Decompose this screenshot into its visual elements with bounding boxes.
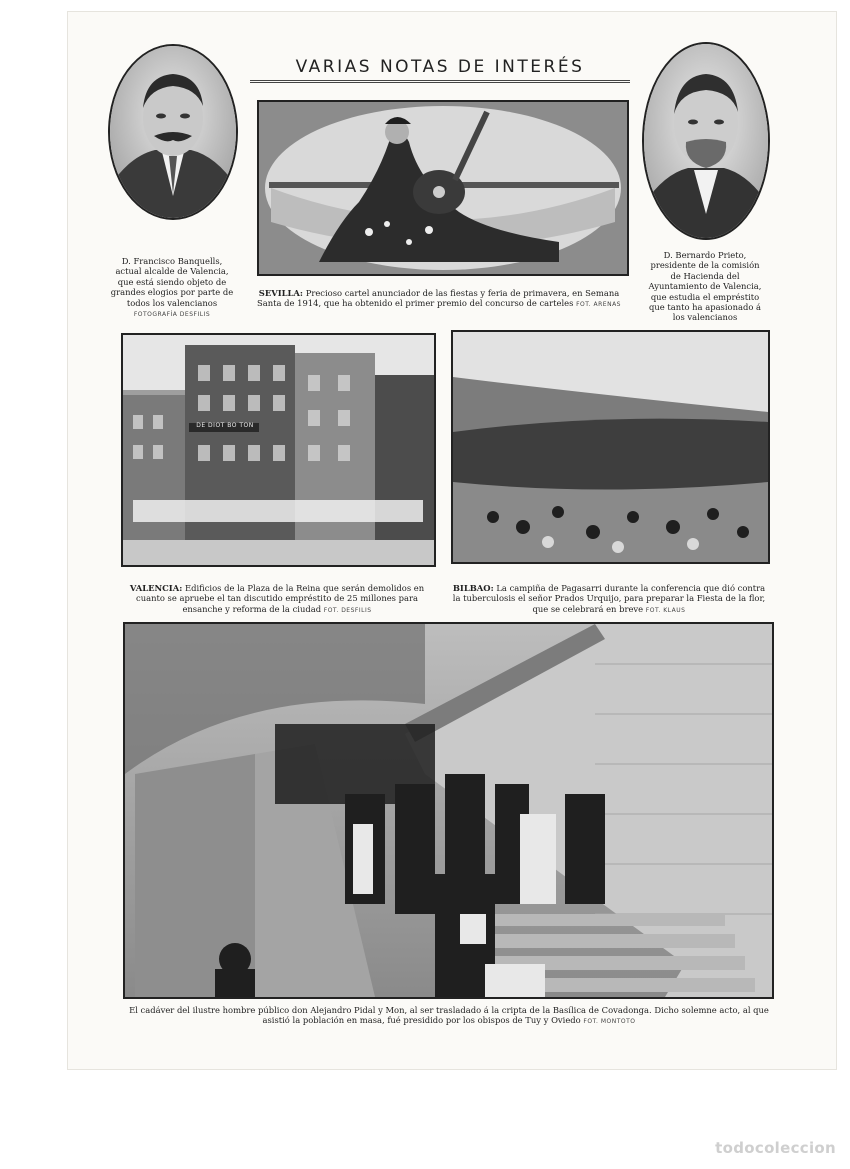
caption-sevilla: [252, 288, 626, 311]
caption-sevilla-lead: SEVILLA:: [258, 288, 304, 298]
caption-covadonga-text: El cadáver del ilustre hombre público don Alejandro Pidal y Mon, al ser trasladado á la cripta de la Basílica de Covadonga. Dicho solemne acto, al que asistió la población en masa, fué presidido por los obispos de Tuy y Oviedo: [129, 1005, 769, 1026]
credit-klaus: FOT. KLAUS: [645, 606, 686, 614]
caption-prieto-text: D. Bernardo Prieto, presidente de la comisión de Hacienda del Ayuntamiento de Valencia, que estudia el empréstito que tanto ha apasionado á los valencianos: [648, 250, 762, 323]
caption-prieto: [644, 250, 766, 323]
caption-banquells-text: D. Francisco Banquells, actual alcalde de Valencia, que está siendo objeto de grandes elogios por parte de todos los valencianos: [110, 256, 234, 308]
poster-sevilla: [257, 100, 629, 276]
photo-covadonga-procession: [123, 622, 774, 999]
credit-arenas: FOT. ARENAS: [576, 301, 621, 309]
caption-valencia-lead: VALENCIA:: [129, 583, 183, 593]
caption-banquells: [110, 256, 234, 320]
credit-montoto: FOT. MONTOTO: [583, 1018, 636, 1026]
photo-valencia-plaza: [121, 333, 436, 567]
caption-covadonga: [124, 1005, 774, 1028]
photo-bilbao-pagasarri: [451, 330, 770, 564]
caption-valencia-text: Edificios de la Plaza de la Reina que serán demolidos en cuanto se apruebe el tan discutido empréstito de 25 millones para ensanche y reforma de la ciudad: [136, 583, 425, 614]
page-title: VARIAS NOTAS DE INTERÉS: [250, 57, 630, 83]
caption-bilbao-lead: BILBAO:: [452, 583, 494, 593]
portrait-banquells: [108, 44, 238, 220]
watermark-logo: todocoleccion: [715, 1139, 836, 1157]
valencia-shop-sign: DE DIOT BO TON: [196, 422, 254, 429]
credit-desfilis-valencia: FOT. DESFILIS: [323, 606, 372, 614]
caption-valencia: [118, 583, 436, 616]
caption-bilbao-text: La campiña de Pagasarri durante la conferencia que dió contra la tuberculosis el señor Prados Urquijo, para preparar la Fiesta de la flor, que se celebrará en breve: [452, 583, 766, 614]
caption-sevilla-text: Precioso cartel anunciador de las fiestas y feria de primavera, en Semana Santa de 1914, que ha obtenido el primer premio del concurso de carteles: [257, 288, 620, 309]
caption-bilbao: [448, 583, 770, 616]
credit-desfilis-portrait: FOTOGRAFÍA DESFILIS: [133, 311, 211, 319]
portrait-prieto: [642, 42, 770, 240]
